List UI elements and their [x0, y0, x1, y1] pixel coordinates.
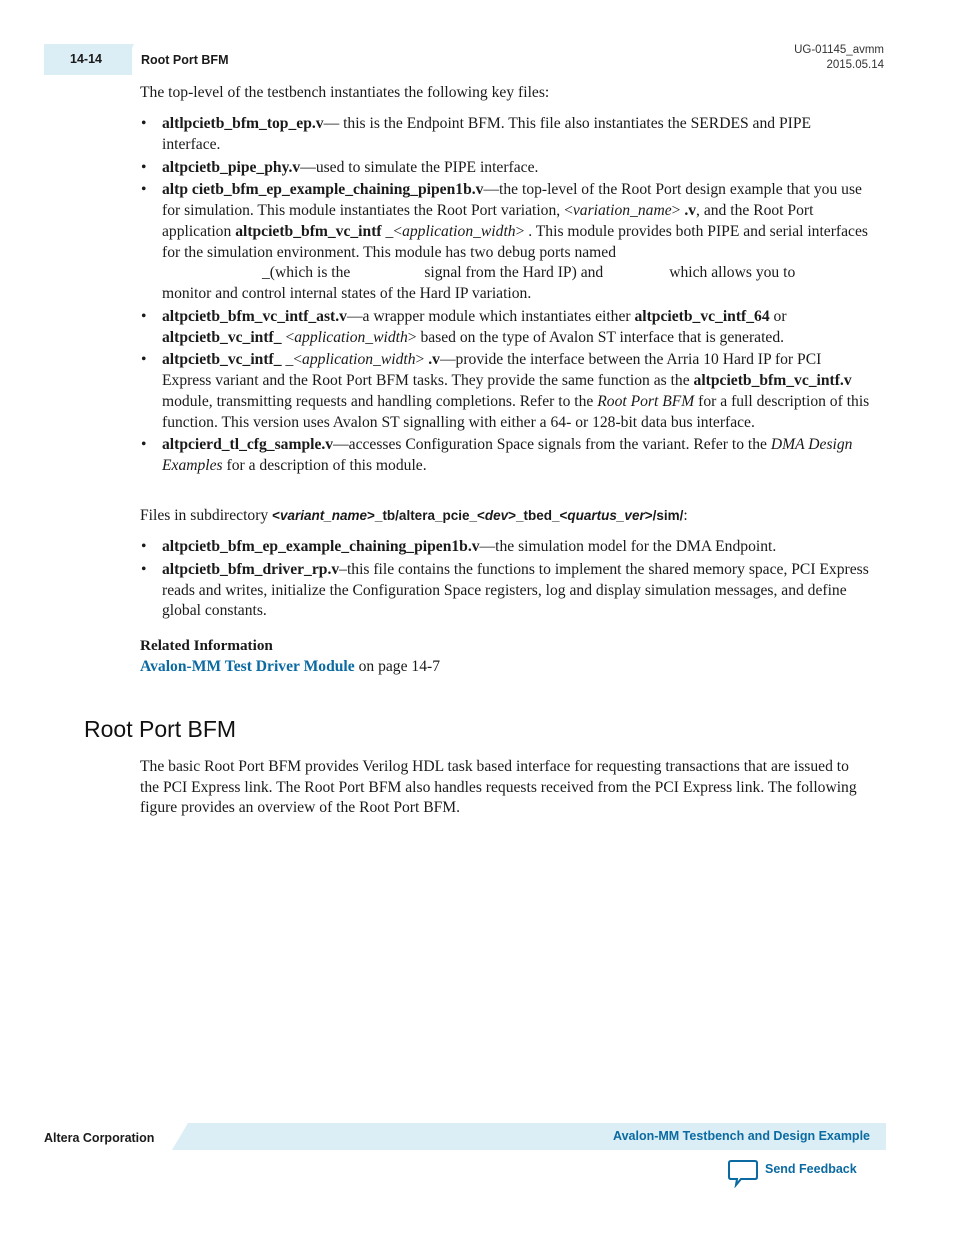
text: < — [281, 328, 295, 346]
document-date: 2015.05.14 — [826, 59, 884, 71]
text: signal from the Hard IP) and — [424, 264, 604, 282]
file-name: altpcietb_bfm_vc_intf_ast.v — [162, 307, 347, 325]
subdirectory-path — [272, 508, 683, 523]
placeholder-text: application_width — [294, 328, 408, 346]
module-name: altpcietb_vc_intf_64 — [634, 307, 770, 325]
text: _(which is the — [262, 264, 351, 282]
path-variable: dev — [484, 508, 509, 523]
file-name: altp cietb_bfm_ep_example_chaining_pipen1b.v — [162, 181, 484, 199]
send-feedback-label: Send Feedback — [765, 1162, 857, 1176]
sim-files-list — [140, 537, 870, 624]
text: _< — [281, 351, 303, 369]
file-name: altpcierd_tl_cfg_sample.v — [162, 436, 334, 454]
related-information-row — [140, 658, 440, 676]
path-part: < — [272, 508, 280, 523]
text: —accesses Configuration Space signals from the variant. Refer to the — [333, 436, 771, 454]
key-files-list — [140, 114, 870, 479]
send-feedback-button[interactable] — [727, 1158, 857, 1188]
placeholder-text: variation_name — [572, 202, 672, 220]
footer-company: Altera Corporation — [44, 1131, 155, 1145]
file-description: — this is the Endpoint BFM. This file also instantiates the SERDES and PIPE interface. — [162, 115, 812, 153]
file-description: —used to simulate the PIPE interface. — [300, 158, 539, 176]
file-description: —the simulation model for the DMA Endpoint. — [479, 538, 777, 555]
text: module, transmitting requests and handling completions. Refer to the — [162, 392, 598, 410]
file-name: altlpcietb_bfm_top_ep.v — [162, 115, 324, 132]
related-information-heading: Related Information — [140, 637, 273, 654]
file-name: altpcietb_bfm_ep_example_chaining_pipen1b.v — [162, 538, 480, 555]
path-part: >_tb/altera_pcie_< — [367, 508, 485, 523]
list-item — [140, 435, 870, 476]
text: > . This module provides both PIPE and serial interfaces for the simulation environment. This module has two debug ports named — [162, 222, 868, 261]
section-body: The basic Root Port BFM provides Verilog HDL task based interface for requesting transactions that are issued to the PCI Express link. The Root Port BFM also handles requests received from the PCI Express link. The following figure provides an overview of the Root Port BFM. — [140, 758, 857, 817]
list-item — [140, 537, 870, 558]
footer-chapter-link[interactable]: Avalon-MM Testbench and Design Example — [613, 1129, 870, 1143]
path-variable: quartus_ver — [567, 508, 645, 523]
intro-paragraph: The top-level of the testbench instantiates the following key files: — [140, 84, 550, 101]
list-item — [140, 560, 870, 622]
file-name: altpcietb_pipe_phy.v — [162, 158, 301, 176]
text: monitor and control internal states of the Hard IP variation. — [162, 285, 532, 302]
text: for a description of this module. — [222, 457, 427, 475]
file-name: altpcietb_bfm_driver_rp.v — [162, 560, 340, 578]
list-item — [140, 180, 870, 304]
text: —a wrapper module which instantiates either — [346, 307, 635, 325]
related-link[interactable]: Avalon-MM Test Driver Module — [140, 658, 355, 675]
module-name: altpcietb_bfm_vc_intf — [235, 222, 382, 240]
file-name: altpcietb_vc_intf_ — [162, 351, 282, 369]
text: , and the Root Port application — [162, 202, 814, 240]
path-part: >/sim/ — [644, 508, 684, 523]
file-extension: .v — [684, 202, 697, 220]
document-id-code: UG-01145_avmm — [794, 44, 884, 56]
text: > — [671, 202, 685, 220]
list-item — [140, 158, 870, 179]
text: which allows you to — [669, 264, 796, 282]
text: Files in subdirectory — [140, 507, 273, 524]
text: > based on the type of Avalon ST interface that is generated. — [407, 328, 785, 346]
placeholder-text: application_width — [402, 222, 516, 240]
page-reference: on page 14-7 — [354, 658, 440, 675]
text: —the top-level of the Root Port design example that you use for simulation. This module instantiates the Root Port variation, < — [162, 181, 862, 220]
path-variable: variant_name — [280, 508, 368, 523]
placeholder-text: application_width — [302, 351, 416, 369]
text: _< — [381, 222, 403, 240]
module-name: altpcietb_vc_intf_ — [162, 328, 282, 346]
file-extension: .v — [428, 351, 440, 369]
text: : — [683, 507, 688, 524]
text: > — [415, 351, 429, 369]
path-part: >_tbed_< — [508, 508, 568, 523]
list-item — [140, 350, 870, 433]
page-number: 14-14 — [70, 52, 102, 66]
section-title: Root Port BFM — [84, 716, 237, 742]
file-description: –this file contains the functions to implement the shared memory space, PCI Express reads and writes, initialize the Configuration Space registers, log and display simulation messages, and define global constants. — [162, 560, 869, 620]
text: for a full description of this function. This version uses Avalon ST signalling with either a 64- or 128-bit data bus interface. — [162, 392, 870, 431]
subdirectory-line — [140, 506, 870, 527]
running-title: Root Port BFM — [141, 53, 229, 67]
document-id — [794, 43, 884, 73]
module-name: altpcietb_bfm_vc_intf.v — [693, 372, 852, 390]
text: or — [769, 307, 787, 325]
speech-bubble-icon — [727, 1158, 759, 1188]
footer-band-notch — [172, 1123, 188, 1150]
list-item — [140, 114, 870, 155]
cross-reference: DMA Design Examples — [162, 436, 853, 475]
list-item — [140, 307, 870, 348]
page-number-tab-notch — [120, 44, 134, 75]
text: —provide the interface between the Arria 10 Hard IP for PCI Express variant and the Root Port BFM tasks. They provide the same function as the — [162, 351, 822, 390]
cross-reference: Root Port BFM — [597, 392, 695, 410]
